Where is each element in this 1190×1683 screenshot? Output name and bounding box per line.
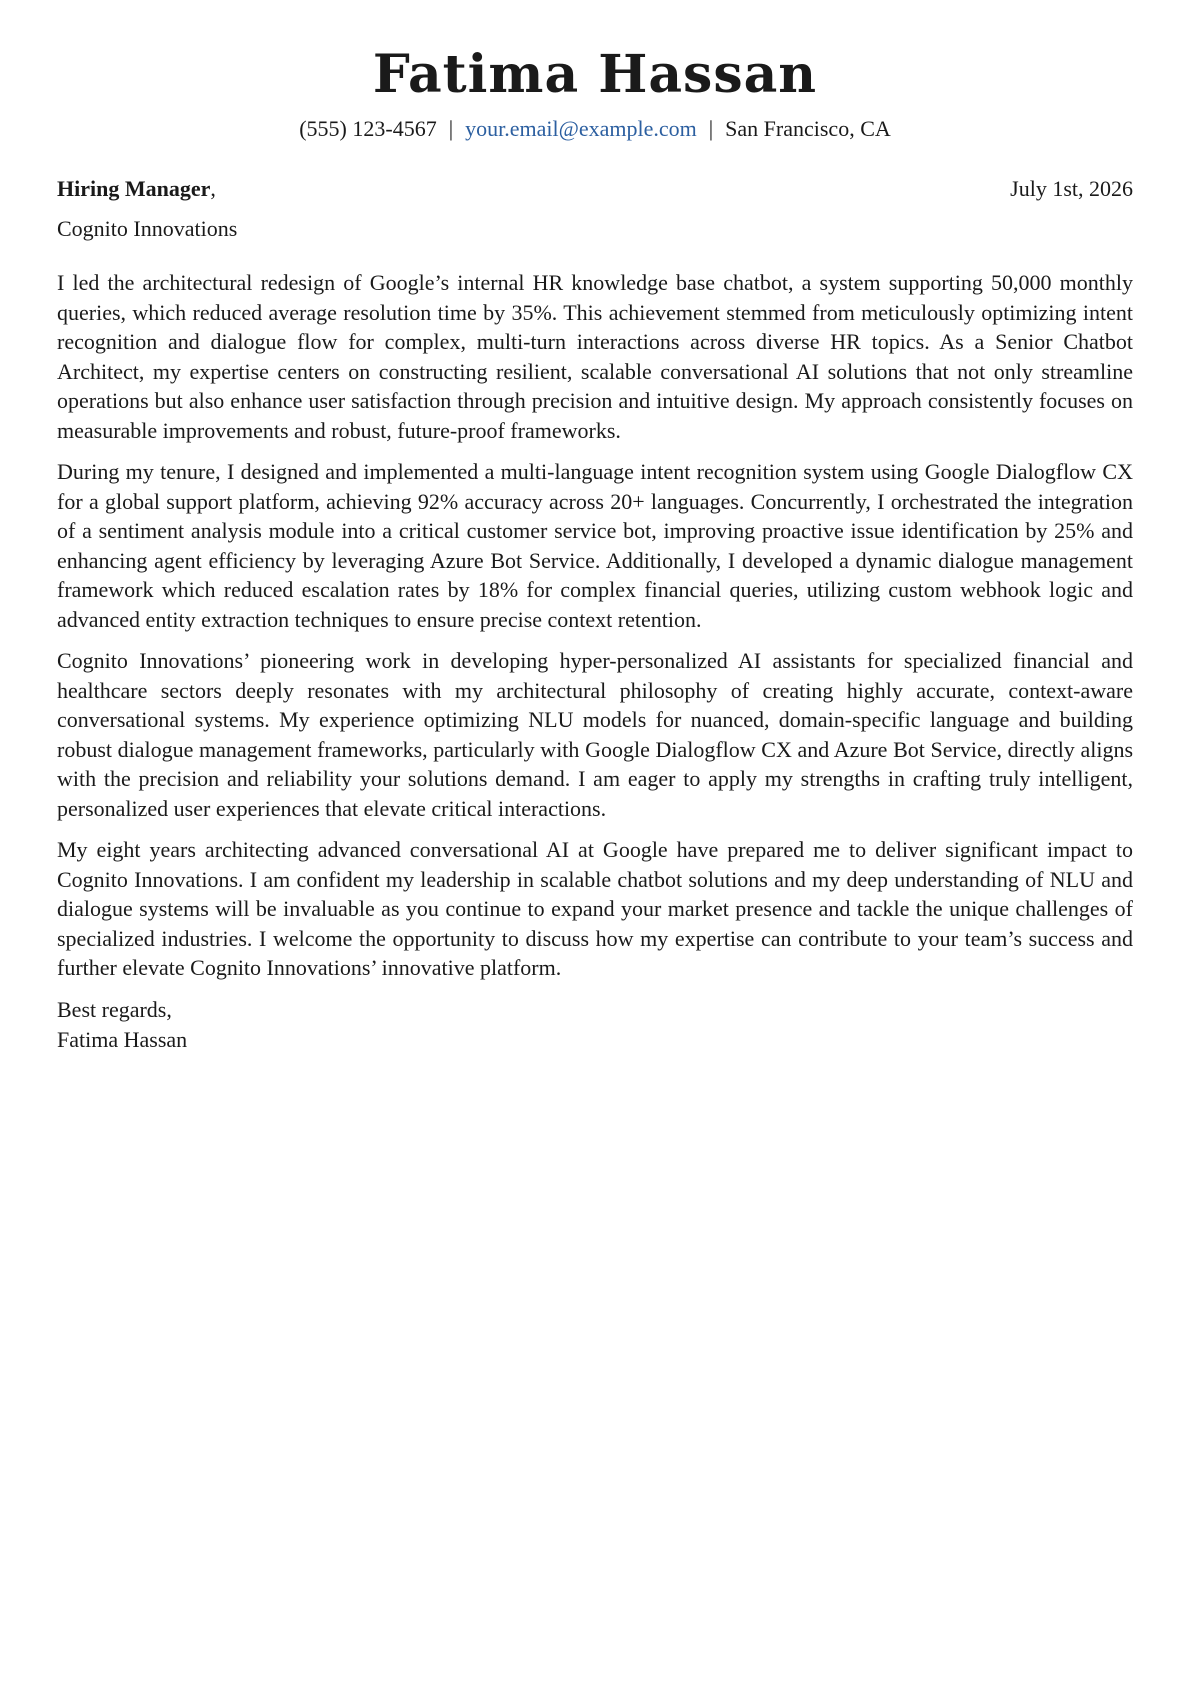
- email-link[interactable]: your.email@example.com: [465, 116, 697, 141]
- body-paragraph: My eight years architecting advanced conversational AI at Google have prepared me to deliver significant impact to Cognito Innovations. I am confident my leadership in scalable chatbot solutions and my deep understanding of NLU and dialogue systems will be invaluable as you continue to expand your market presence and tackle the unique challenges of specialized industries. I welcome the opportunity to discuss how my expertise can contribute to your team’s success and further elevate Cognito Innovations’ innovative platform.: [57, 837, 1133, 980]
- body-paragraph: Cognito Innovations’ pioneering work in developing hyper-personalized AI assistants for specialized financial and healthcare sectors deeply resonates with my architectural philosophy of creating highly accurate, context-aware conversational systems. My experience optimizing NLU models for nuanced, domain-specific language and building robust dialogue management frameworks, particularly with Google Dialogflow CX and Azure Bot Service, directly aligns with the precision and reliability your solutions demand. I am eager to apply my strengths in crafting truly intelligent, personalized user experiences that elevate critical interactions.: [57, 648, 1133, 821]
- body-paragraph: I led the architectural redesign of Google’s internal HR knowledge base chatbot, a system supporting 50,000 monthly queries, which reduced average resolution time by 35%. This achievement stemmed from meticulously optimizing intent recognition and dialogue flow for complex, multi-turn interactions across diverse HR topics. As a Senior Chatbot Architect, my expertise centers on constructing resilient, scalable conversational AI solutions that not only streamline operations but also enhance user satisfaction through precision and intuitive design. My approach consistently focuses on measurable improvements and robust, future-proof frameworks.: [57, 270, 1133, 443]
- contact-separator: |: [448, 116, 454, 141]
- contact-line: [57, 114, 1133, 144]
- contact-separator: |: [708, 116, 714, 141]
- recipient-company: Cognito Innovations: [57, 216, 238, 241]
- applicant-name: Fatima Hassan: [372, 44, 818, 105]
- recipient-row: [57, 174, 1133, 204]
- recipient-title: Hiring Manager: [57, 176, 211, 201]
- letter-body: [57, 268, 1133, 983]
- body-paragraph: During my tenure, I designed and implemented a multi-language intent recognition system using Google Dialogflow CX for a global support platform, achieving 92% accuracy across 20+ languages. Concurrently, I orchestrated the integration of a sentiment analysis module into a critical customer service bot, improving proactive issue identification by 25% and enhancing agent efficiency by leveraging Azure Bot Service. Additionally, I developed a dynamic dialogue management framework which reduced escalation rates by 18% for complex financial queries, utilizing custom webhook logic and advanced entity extraction techniques to ensure precise context retention.: [57, 459, 1133, 632]
- recipient-title-suffix: ,: [210, 176, 216, 201]
- letter-closing: [57, 995, 1133, 1055]
- phone-number: (555) 123-4567: [299, 116, 437, 141]
- closing-salutation: Best regards,: [57, 996, 172, 1022]
- location: San Francisco, CA: [725, 116, 891, 141]
- recipient-salutation: [57, 174, 216, 204]
- closing-signature: Fatima Hassan: [57, 1026, 188, 1052]
- letter-date: July 1st, 2026: [1010, 176, 1133, 201]
